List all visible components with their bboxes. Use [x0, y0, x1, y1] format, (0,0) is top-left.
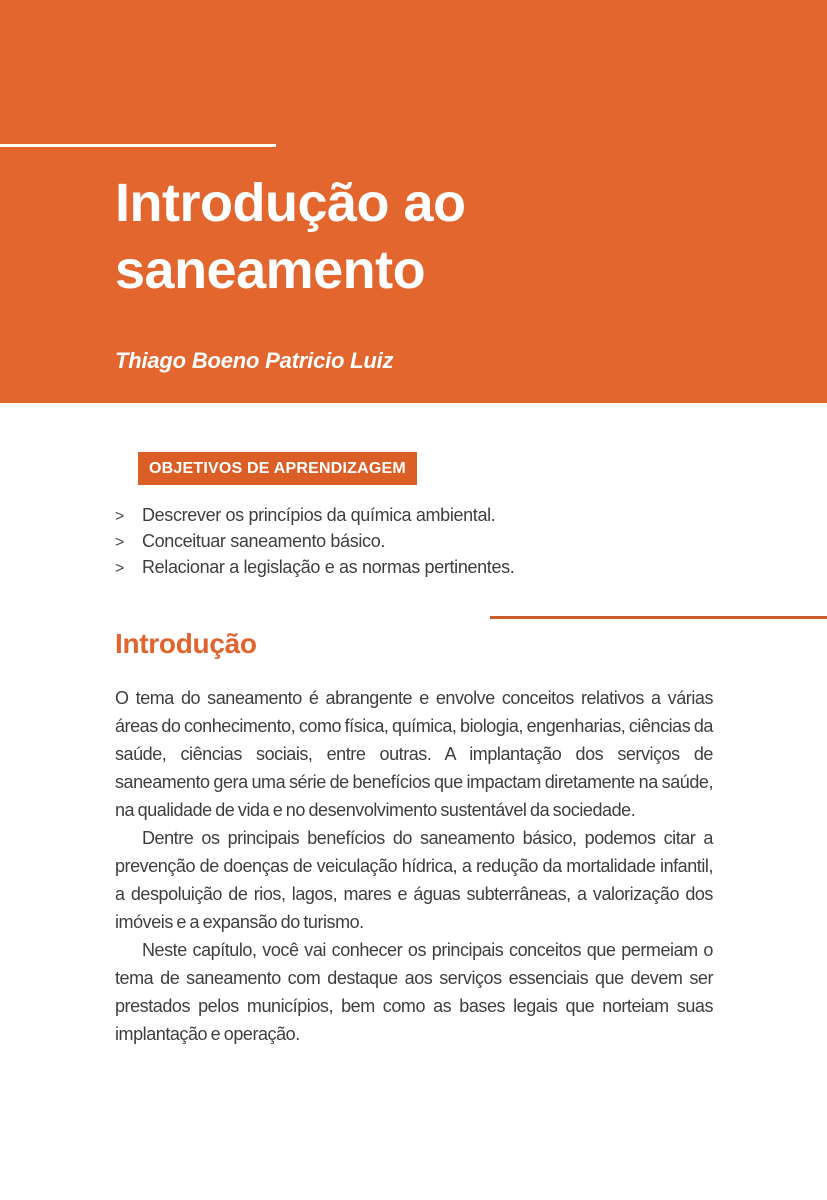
bullet-marker: > [115, 534, 124, 551]
objective-text: Relacionar a legislação e as normas pertinentes. [142, 557, 515, 577]
objective-item [115, 529, 715, 555]
paragraph-3: Neste capítulo, você vai conhecer os principais conceitos que permeiam o tema de saneamento com destaque aos serviços essenciais que devem ser prestados pelos municípios, bem como as bases legais que norteiam suas implantação e operação. [115, 940, 713, 1044]
body-text [115, 684, 713, 1048]
bullet-marker: > [115, 560, 124, 577]
objective-text: Descrever os princípios da química ambiental. [142, 505, 496, 525]
objective-item [115, 503, 715, 529]
objective-item [115, 555, 715, 581]
chapter-title-line-2: saneamento [115, 240, 426, 300]
section-heading: Introdução [115, 628, 257, 659]
chapter-header [0, 0, 827, 403]
objectives-label: OBJETIVOS DE APRENDIZAGEM [149, 460, 406, 477]
chapter-title [115, 170, 466, 304]
header-accent-line [0, 144, 276, 147]
chapter-title-line-1: Introdução ao [115, 173, 466, 233]
chapter-author: Thiago Boeno Patricio Luiz [115, 348, 394, 373]
objective-text: Conceituar saneamento básico. [142, 531, 386, 551]
paragraph-1: O tema do saneamento é abrangente e envolve conceitos relativos a várias áreas do conhecimento, como física, química, biologia, engenharias, ciências da saúde, ciências sociais, entre outras. A implantação dos serviços de saneamento gera uma série de benefícios que impactam diretamente na saúde, na qualidade de vida e no desenvolvimento sustentável da sociedade. [115, 688, 713, 820]
objectives-list [115, 503, 715, 581]
objectives-label-box [138, 452, 417, 485]
bullet-marker: > [115, 508, 124, 525]
paragraph-2: Dentre os principais benefícios do saneamento básico, podemos citar a prevenção de doenças de veiculação hídrica, a redução da mortalidade infantil, a despoluição de rios, lagos, mares e águas subterrâneas, a valorização dos imóveis e a expansão do turismo. [115, 828, 713, 932]
section-divider-line [490, 616, 827, 619]
